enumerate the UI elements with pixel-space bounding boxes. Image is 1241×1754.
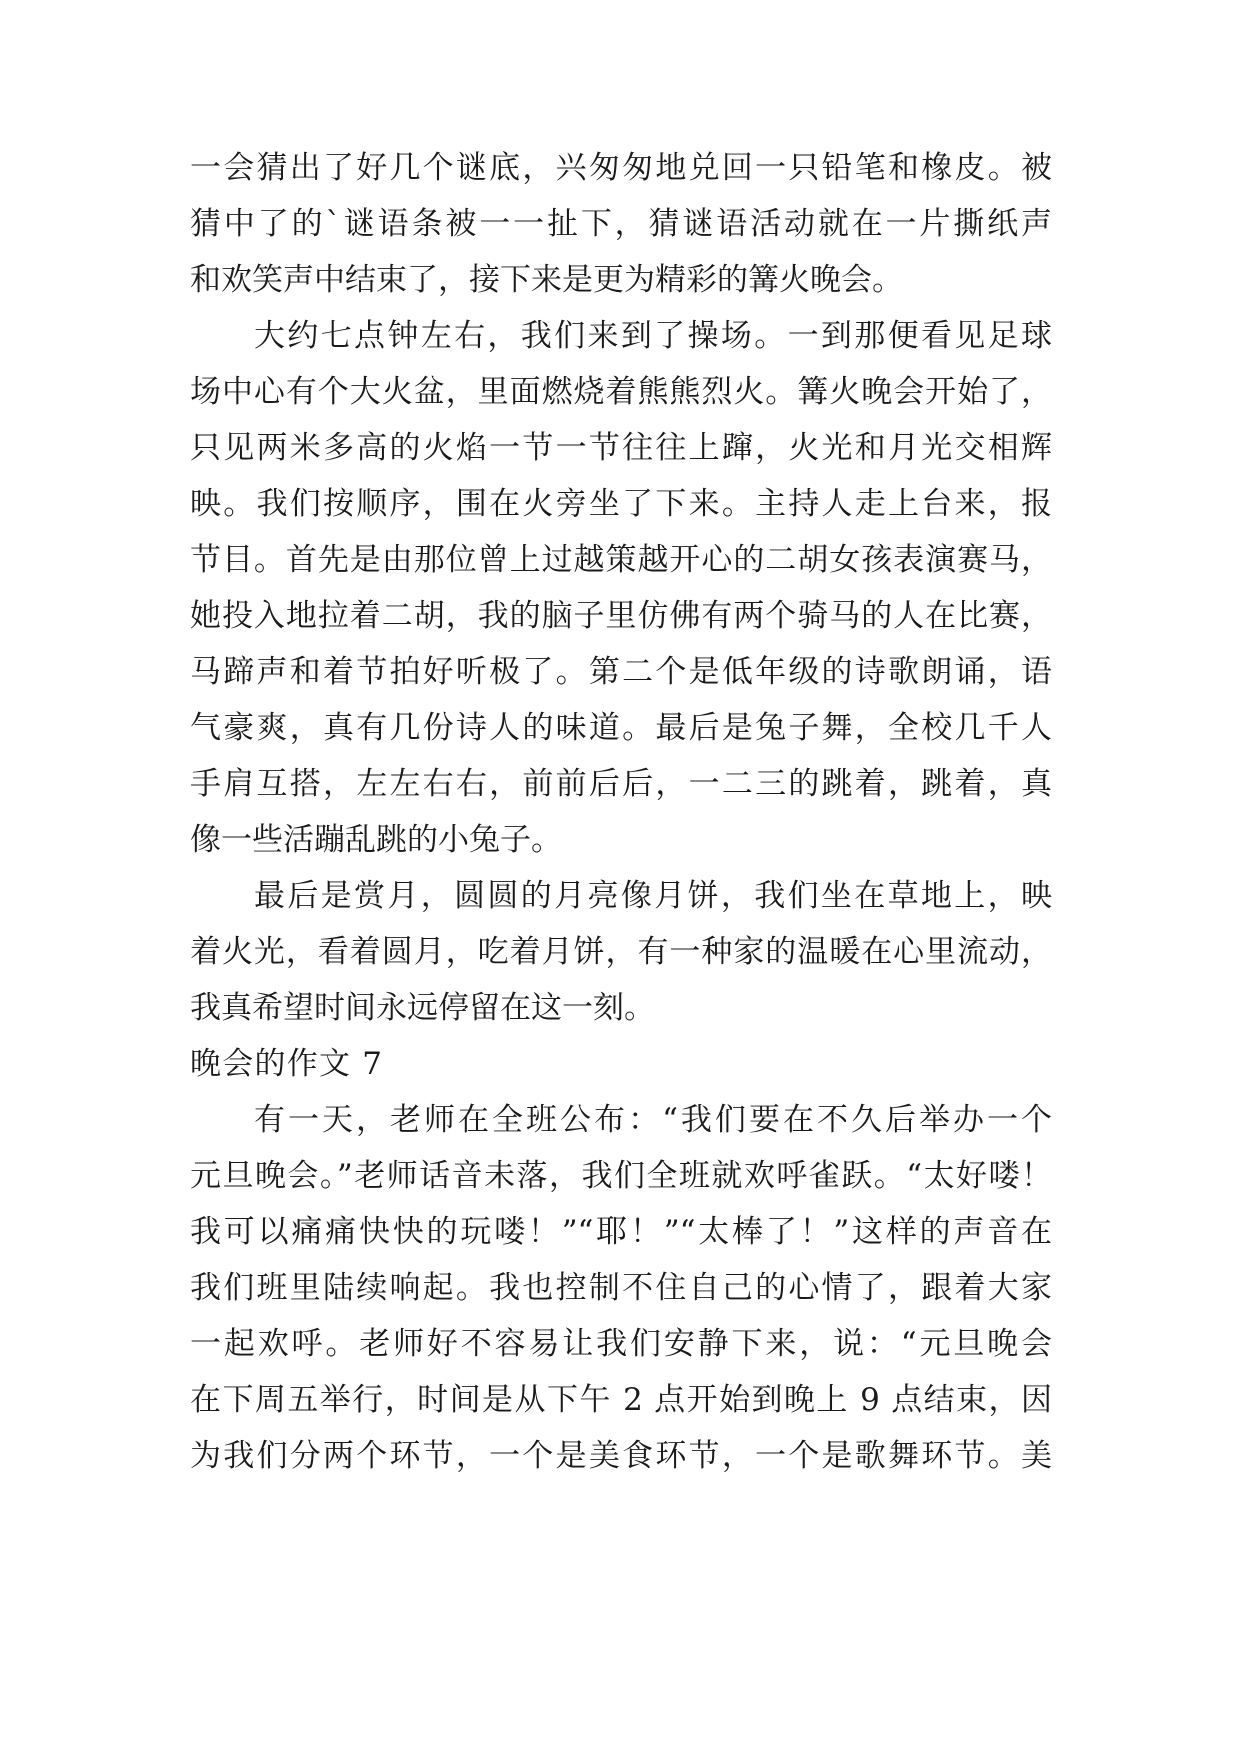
text-line: 场中心有个大火盆，里面燃烧着熊熊烈火。篝火晚会开始了， xyxy=(190,374,1052,410)
section-heading: 晚会的作文 7 xyxy=(190,1046,384,1082)
text-line: 只见两米多高的火焰一节一节往往上蹿，火光和月光交相辉 xyxy=(190,430,1052,466)
paragraph-first-line: 有一天，老师在全班公布：“我们要在不久后举办一个 xyxy=(254,1102,1052,1138)
text-line: 气豪爽，真有几份诗人的味道。最后是兔子舞，全校几千人 xyxy=(190,710,1052,746)
text-line: 节目。首先是由那位曾上过越策越开心的二胡女孩表演赛马， xyxy=(190,542,1052,578)
text-line: 和欢笑声中结束了，接下来是更为精彩的篝火晚会。 xyxy=(190,262,903,298)
text-line: 猜中了的`谜语条被一一扯下，猜谜语活动就在一片撕纸声 xyxy=(190,206,1052,242)
text-line: 元旦晚会。”老师话音未落，我们全班就欢呼雀跃。“太好喽！ xyxy=(190,1158,1052,1194)
text-line: 映。我们按顺序，围在火旁坐了下来。主持人走上台来，报 xyxy=(190,486,1052,522)
paragraph-first-line: 大约七点钟左右，我们来到了操场。一到那便看见足球 xyxy=(254,318,1052,354)
paragraph-first-line: 最后是赏月，圆圆的月亮像月饼，我们坐在草地上，映 xyxy=(254,878,1052,914)
text-line: 我们班里陆续响起。我也控制不住自己的心情了，跟着大家 xyxy=(190,1270,1052,1306)
text-line: 在下周五举行，时间是从下午 2 点开始到晚上 9 点结束，因 xyxy=(190,1382,1052,1418)
text-line: 一会猜出了好几个谜底，兴匆匆地兑回一只铅笔和橡皮。被 xyxy=(190,150,1052,186)
text-line: 她投入地拉着二胡，我的脑子里仿佛有两个骑马的人在比赛， xyxy=(190,598,1052,634)
text-line: 一起欢呼。老师好不容易让我们安静下来，说：“元旦晚会 xyxy=(190,1326,1052,1362)
text-line: 手肩互搭，左左右右，前前后后，一二三的跳着，跳着，真 xyxy=(190,766,1052,802)
text-line: 像一些活蹦乱跳的小兔子。 xyxy=(190,822,562,858)
text-line: 我真希望时间永远停留在这一刻。 xyxy=(190,990,655,1026)
text-line: 为我们分两个环节，一个是美食环节，一个是歌舞环节。美 xyxy=(190,1438,1052,1474)
text-line: 马蹄声和着节拍好听极了。第二个是低年级的诗歌朗诵，语 xyxy=(190,654,1052,690)
text-line: 着火光，看着圆月，吃着月饼，有一种家的温暖在心里流动， xyxy=(190,934,1052,970)
text-line: 我可以痛痛快快的玩喽！”“耶！”“太棒了！”这样的声音在 xyxy=(190,1214,1052,1250)
